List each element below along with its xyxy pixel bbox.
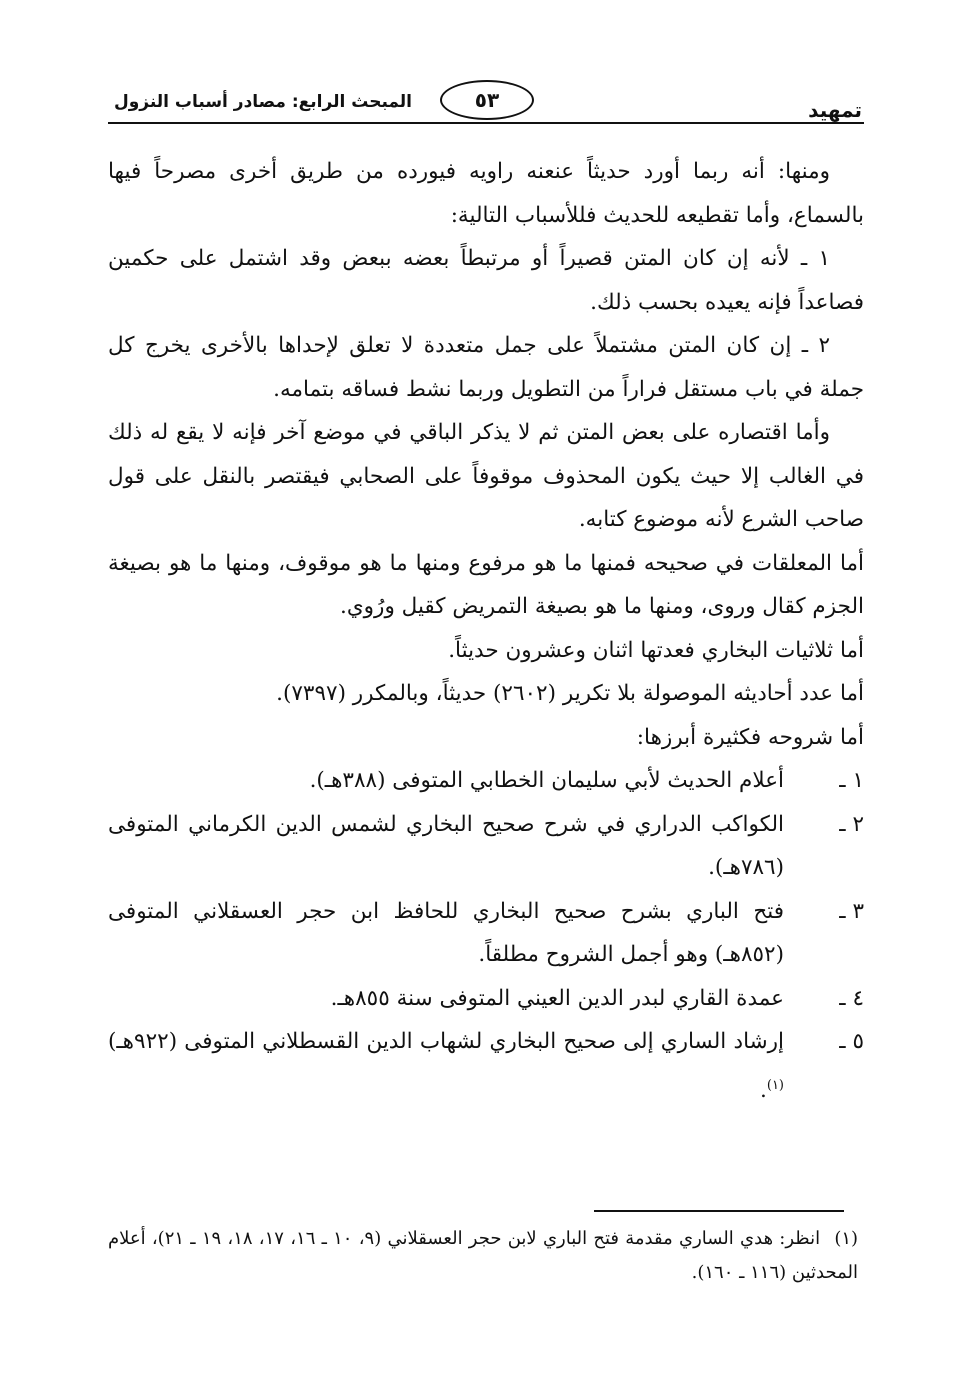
paragraph-5: أما المعلقات في صحيحه فمنها ما هو مرفوع ومنها ما هو موقوف، ومنها ما هو بصيغة الجزم كقال وروى، ومنها ما هو بصيغة التمريض كقيل ورُوي.: [108, 550, 864, 619]
commentaries-list: [108, 759, 864, 1112]
footnote: [108, 1222, 858, 1290]
page-number-text: ٥٣: [474, 88, 500, 112]
paragraph-1: ومنها: أنه ربما أورد حديثاً عنعنه راويه فيورده من طريق أخرى مصرحاً فيها بالسماع، وأما تقطيعه للحديث فللأسباب التالية:: [108, 159, 864, 228]
list-item-text: فتح الباري بشرح صحيح البخاري للحافظ ابن حجر العسقلاني المتوفى (٨٥٢هـ) وهو أجمل الشروح مطلقاً.: [108, 898, 784, 967]
list-item: [108, 890, 864, 977]
paragraph-8: أما شروحه فكثيرة أبرزها:: [636, 724, 864, 750]
chapter-title: المبحث الرابع: مصادر أسباب النزول: [113, 92, 412, 112]
paragraph-6: أما ثلاثيات البخاري فعدتها اثنان وعشرون حديثاً.: [448, 637, 864, 663]
list-item: [108, 1020, 864, 1112]
list-item-text: عمدة القاري لبدر الدين العيني المتوفى سنة ٨٥٥هـ.: [330, 985, 784, 1011]
header-rule: [108, 122, 864, 124]
paragraph-7: أما عدد أحاديثه الموصولة بلا تكرير (٢٦٠٢) حديثاً، وبالمكرر (٧٣٩٧).: [276, 681, 864, 706]
section-title: تمهيد: [808, 98, 862, 122]
list-item-number: ٥ ـ: [839, 1029, 864, 1054]
list-item: [108, 803, 864, 890]
list-item-text: إرشاد الساري إلى صحيح البخاري لشهاب الدين القسطلاني المتوفى (٩٢٢هـ): [108, 1029, 784, 1054]
list-item: [108, 759, 864, 803]
list-item-end: .: [760, 1077, 767, 1103]
list-item-text: أعلام الحديث لأبي سليمان الخطابي المتوفى (٣٨٨هـ).: [309, 768, 784, 793]
footnote-text: انظر: هدي الساري مقدمة فتح الباري لابن حجر العسقلاني (٩، ١٠ ـ ١٦، ١٧، ١٨، ١٩ ـ ٢١)، أعلام المحدثين (١١٦ ـ ١٦٠).: [108, 1228, 858, 1283]
footnote-number: (١): [834, 1228, 859, 1249]
paragraph-2: ١ ـ لأنه إن كان المتن قصيراً أو مرتبطاً بعضه ببعض وقد اشتمل على حكمين فصاعداً فإنه يعيده بحسب ذلك.: [108, 246, 864, 315]
list-item-number: ١ ـ: [839, 768, 864, 793]
paragraph-3: ٢ ـ إن كان المتن مشتملاً على جمل متعددة لا تعلق لإحداها بالأخرى يخرج كل جملة في باب مستقل فراراً من التطويل وربما نشط فساقه بتمامه.: [108, 333, 864, 402]
footnote-reference[interactable]: (١): [766, 1077, 784, 1093]
main-text: [108, 150, 864, 1112]
list-item-number: ٢ ـ: [839, 811, 864, 837]
paragraph-4: وأما اقتصاره على بعض المتن ثم لا يذكر الباقي في موضع آخر فإنه لا يقع له ذلك في الغالب إلا حيث يكون المحذوف موقوفاً على الصحابي فيقتصر بالنقل على قول صاحب الشرع لأنه موضوع كتابه.: [108, 420, 864, 532]
list-item-number: ٤ ـ: [839, 985, 864, 1011]
list-item: [108, 977, 864, 1021]
footnote-rule: [594, 1210, 844, 1212]
list-item-number: ٣ ـ: [839, 898, 864, 924]
page-number: [440, 80, 534, 120]
list-item-text: الكواكب الدراري في شرح صحيح البخاري لشمس الدين الكرماني المتوفى (٧٨٦هـ).: [108, 811, 784, 880]
